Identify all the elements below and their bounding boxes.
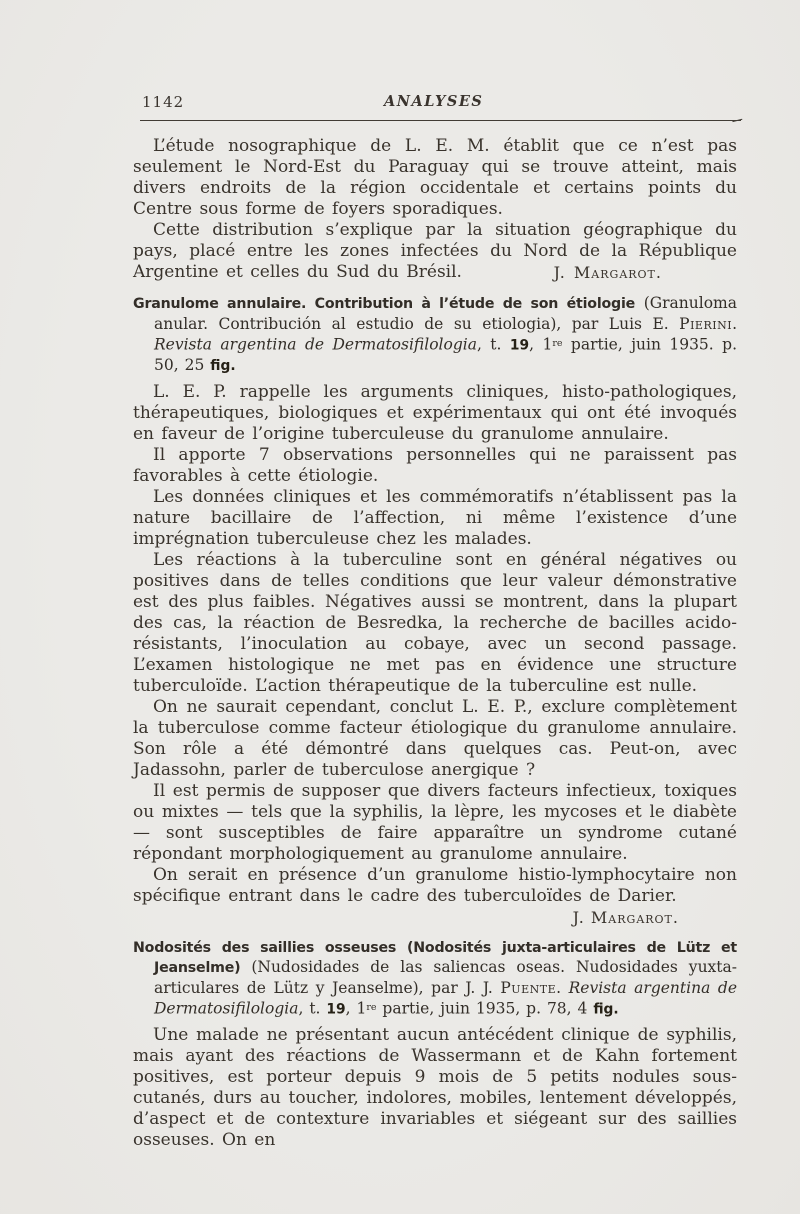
intro-paragraph-2 (133, 220, 737, 283)
entry-heading-nodosites: Nodosités des saillies osseuses (Nodosités juxta-articulaires de Lütz et Jeanselme) (Nudosidades de las saliencas oseas. Nudosidades yuxta-articulares de Lütz y Jeanselme), par J. J. Puente. Revista argentina de Dermatosifilologia, t. 19, 1re partie, juin 1935, p. 78, 4 fig. (133, 939, 737, 1018)
author-signature: J. Margarot. (572, 907, 679, 927)
entry-reference: partie, juin 1935, p. 78, 4 (376, 999, 594, 1018)
volume-number: 19 (509, 337, 530, 354)
intro-paragraph-1: L’étude nosographique de L. E. M. établit que ce n’est pas seulement le Nord-Est du Paraguay qui se trouve atteint, mais divers endroits de la région occidentale et certains points du Centre sous forme de foyers sporadiques. (133, 136, 737, 219)
paragraph: Une malade ne présentant aucun antécédent clinique de syphilis, mais ayant des réactions de Wassermann et de Kahn fortement positives, est porteur depuis 9 mois de 5 petits nodules sous-cutanés, durs au toucher, indolores, mobiles, lentement développés, d’aspect et de contexture invariables et siégeant sur des saillies osseuses. On en (133, 1025, 737, 1151)
volume-number: 19 (326, 1001, 346, 1018)
author-signature: J. Margarot. (553, 263, 662, 282)
paragraph: Les réactions à la tuberculine sont en général négatives ou positives dans de telles conditions que leur valeur démonstrative est des plus faibles. Négatives aussi se montrent, dans la plupart des cas, la réaction de Besredka, la recherche de bacilles acido-résistants, l’inoculation au cobaye, avec un second passage. L’examen histologique ne met pas en évidence une structure tuberculoïde. L’action thérapeutique de la tuberculine est nulle. (133, 549, 737, 696)
intro-paragraph-2-text: Cette distribution s’explique par la situation géographique du pays, placé entre les zones infectées du Nord de la République Argentine et celles du Sud du Brésil. (133, 220, 737, 282)
entry-heading-granulome: Granulome annulaire. Contribution à l’étude de son étiologie (Granuloma anular. Contribución al estudio de su etiologia), par Luis E. Pierini. Revista argentina de Dermatosifilologia, t. 19, 1re partie, juin 1935. p. 50, 25 fig. (133, 294, 737, 375)
entry-title-translation: (Granuloma anular. Contribución al estudio de su etiologia), par Luis E. (154, 294, 737, 333)
text-block (133, 136, 737, 1151)
paragraph: Il est permis de supposer que divers facteurs infectieux, toxiques ou mixtes — tels que la syphilis, la lèpre, les mycoses et le diabète — sont susceptibles de faire apparaître un syndrome cutané répondant morphologiquement au granulome annulaire. (133, 780, 737, 864)
paragraph: On ne saurait cependant, conclut L. E. P., exclure complètement la tuberculose comme facteur étiologique du granulome annulaire. Son rôle a été démontré dans quelques cas. Peut-on, avec Jadassohn, parler de tuberculose anergique ? (133, 696, 737, 780)
journal-title: Revista argentina de Dermatosifilologia (154, 335, 477, 354)
entry-title-bold: Nodosités des saillies osseuses (Nodosités juxta-articulaires de Lütz et Jeanselme) (133, 939, 737, 977)
journal-title: Revista argentina de Dermatosifilologia (154, 978, 737, 1018)
paragraph: Les données cliniques et les commémoratifs n’établissent pas la nature bacillaire de l’affection, ni même l’existence d’une imprégnation tuberculeuse chez les malades. (133, 486, 737, 549)
page-number: 1142 (142, 93, 185, 111)
header-rule (140, 120, 741, 121)
paragraph: L. E. P. rappelle les arguments cliniques, histo-pathologiques, thérapeutiques, biologiques et expérimentaux qui ont été invoqués en faveur de l’origine tuberculeuse du granulome annulaire. (133, 381, 737, 444)
fig-label: fig. (210, 358, 236, 375)
entry-title-translation: (Nudosidades de las saliencas oseas. Nudosidades yuxta-articulares de Lütz y Jeanselme), par J. J. (154, 958, 737, 997)
paragraph: Il apporte 7 observations personnelles qui ne paraissent pas favorables à cette étiologie. (133, 444, 737, 486)
page-header (0, 93, 800, 113)
paragraph: On serait en présence d’un granulome histio-lymphocytaire non spécifique entrant dans le cadre des tuberculoïdes de Darier. (133, 864, 737, 906)
entry-title-bold: Granulome annulaire. Contribution à l’étude de son étiologie (133, 296, 636, 312)
ordinal-superscript: re (552, 338, 563, 349)
ordinal-superscript: re (366, 1002, 377, 1014)
signature-line (133, 907, 737, 929)
entry-author: Puente (500, 978, 557, 997)
running-title: ANALYSES (384, 93, 484, 110)
entry-author: Pierini (679, 314, 733, 333)
fig-label: fig. (593, 1001, 619, 1018)
entry-reference: partie, juin 1935. p. 50, 25 (154, 335, 737, 375)
